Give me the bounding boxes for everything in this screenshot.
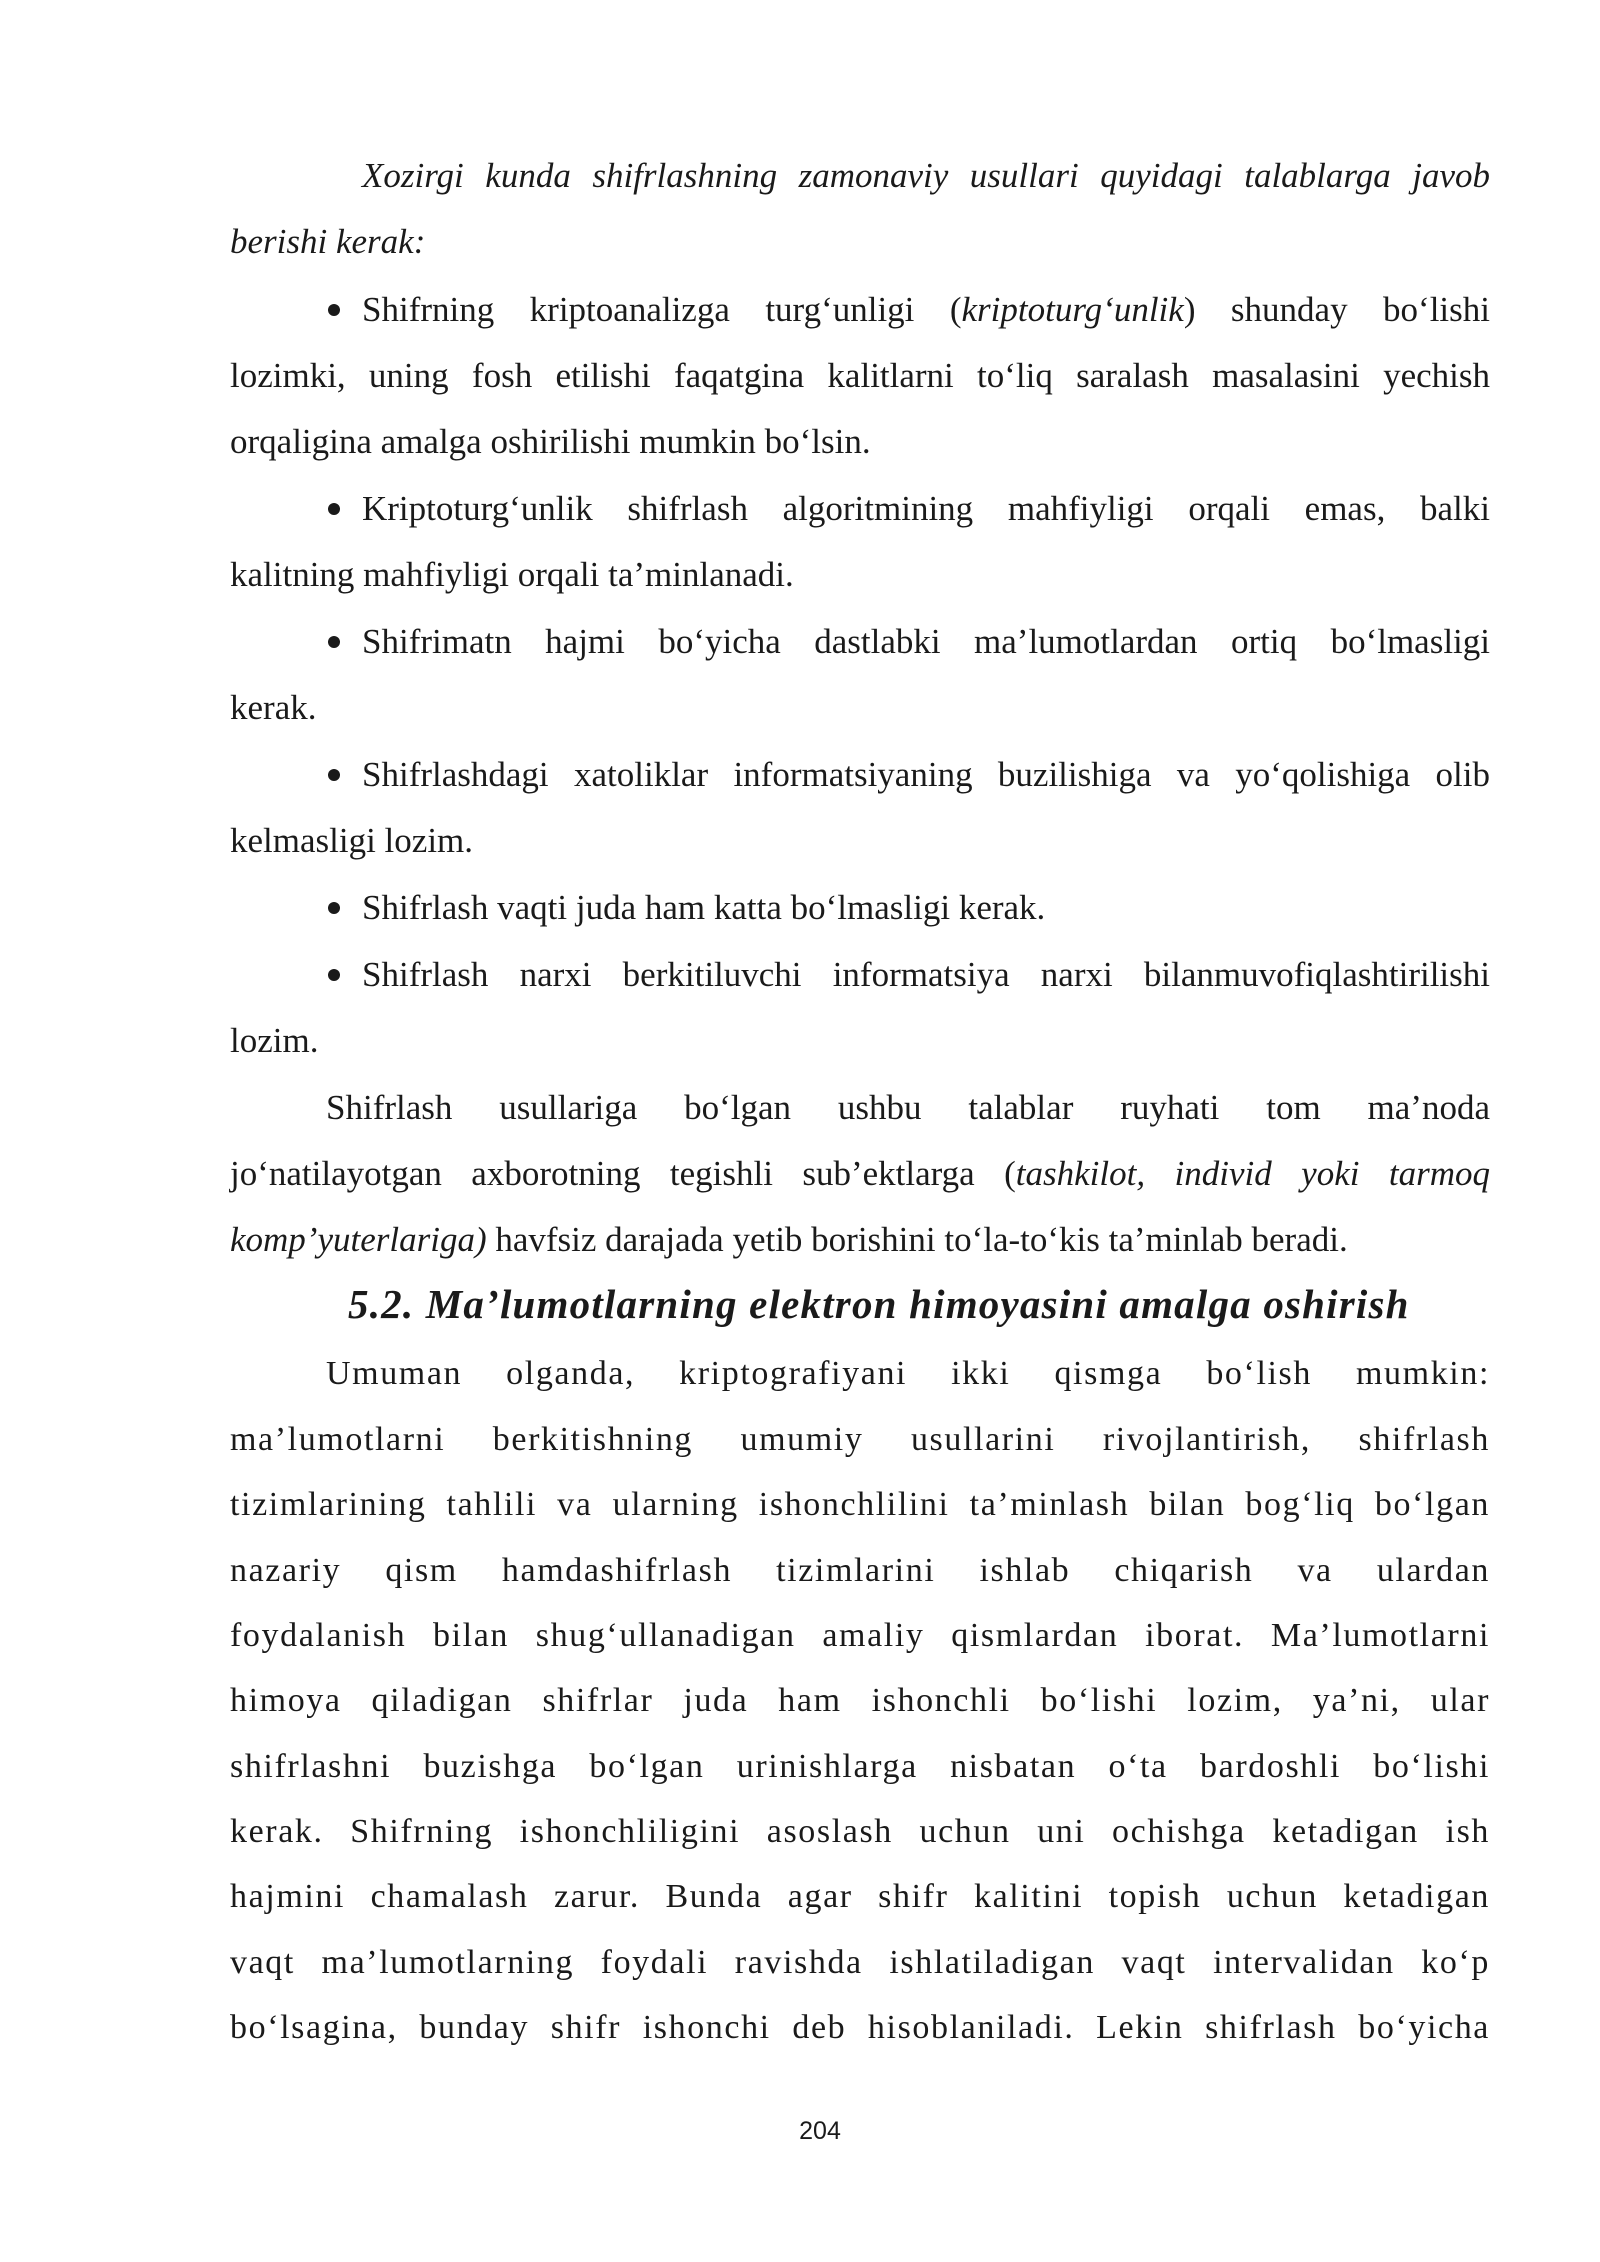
bullet-icon [328, 503, 340, 515]
bullet-text-line: Shifrlash vaqti juda ham katta bo‘lmasligi kerak. [362, 888, 1046, 927]
bullet-text-line: Shifrlashdagi xatoliklar informatsiyaning buzilishiga va yo‘qolishiga olib [362, 755, 1490, 794]
bullet-icon [328, 304, 340, 316]
bullet-text-line: kelmasligi lozim. [230, 821, 474, 860]
bullet-text-line: orqaligina amalga oshirilishi mumkin bo‘lsin. [230, 422, 871, 461]
bullet-text-line: Shifrimatn hajmi bo‘yicha dastlabki ma’lumotlardan ortiq bo‘lmasligi [362, 622, 1490, 661]
bullet-text-line: Shifrlash narxi berkitiluvchi informatsiya narxi bilanmuvofiqlashtirilishi [362, 955, 1490, 994]
section-body-line: foydalanish bilan shug‘ullanadigan amaliy qismlardan iborat. Ma’lumotlarni [230, 1617, 1490, 1654]
section-body-line: bo‘lsagina, bunday shifr ishonchi deb hisoblaniladi. Lekin shifrlash bo‘yicha [230, 2009, 1490, 2046]
bullet-icon [328, 769, 340, 781]
bullet-icon [328, 636, 340, 648]
bullet-icon [328, 969, 340, 981]
section-body-line: kerak. Shifrning ishonchliligini asoslash uchun uni ochishga ketadigan ish [230, 1813, 1490, 1850]
section-body-line: nazariy qism hamdashifrlash tizimlarini ishlab chiqarish va ulardan [230, 1552, 1490, 1589]
intro-line: berishi kerak: [230, 222, 426, 261]
intro-line: Xozirgi kunda shifrlashning zamonaviy usullari quyidagi talablarga javob [362, 156, 1490, 195]
section-body-line: hajmini chamalash zarur. Bunda agar shifr kalitini topish uchun ketadigan [230, 1878, 1490, 1915]
bullet-icon [328, 902, 340, 914]
bullet-text-line: kalitning mahfiyligi orqali ta’minlanadi. [230, 555, 794, 594]
bullet-text-line: lozimki, uning fosh etilishi faqatgina kalitlarni to‘liq saralash masalasini yechish [230, 356, 1490, 395]
bullet-text-line: kerak. [230, 688, 317, 727]
page-number: 204 [799, 2117, 841, 2145]
bullet-text-line: Kriptoturg‘unlik shifrlash algoritmining mahfiyligi orqali emas, balki [362, 489, 1490, 528]
section-body-line: shifrlashni buzishga bo‘lgan urinishlarga nisbatan o‘ta bardoshli bo‘lishi [230, 1748, 1490, 1785]
summary-line: komp’yuterlariga) havfsiz darajada yetib borishini to‘la-to‘kis ta’minlab beradi. [230, 1220, 1348, 1259]
section-body-line: ma’lumotlarni berkitishning umumiy usullarini rivojlantirish, shifrlash [230, 1421, 1490, 1458]
bullet-text-line: Shifrning kriptoanalizga turg‘unligi (kriptoturg‘unlik) shunday bo‘lishi [362, 290, 1490, 329]
section-body-line: Umuman olganda, kriptografiyani ikki qismga bo‘lish mumkin: [326, 1355, 1490, 1392]
section-body-line: tizimlarining tahlili va ularning ishonchlilini ta’minlash bilan bog‘liq bo‘lgan [230, 1486, 1490, 1523]
summary-line: jo‘natilayotgan axborotning tegishli sub’ektlarga (tashkilot, individ yoki tarmoq [230, 1154, 1490, 1193]
summary-line: Shifrlash usullariga bo‘lgan ushbu talablar ruyhati tom ma’noda [326, 1088, 1490, 1127]
section-body-line: vaqt ma’lumotlarning foydali ravishda ishlatiladigan vaqt intervalidan ko‘p [230, 1944, 1490, 1981]
section-body-line: himoya qiladigan shifrlar juda ham ishonchli bo‘lishi lozim, ya’ni, ular [230, 1682, 1490, 1719]
bullet-text-line: lozim. [230, 1021, 319, 1060]
section-heading: 5.2. Ma’lumotlarning elektron himoyasini amalga oshirish [348, 1281, 1410, 1327]
